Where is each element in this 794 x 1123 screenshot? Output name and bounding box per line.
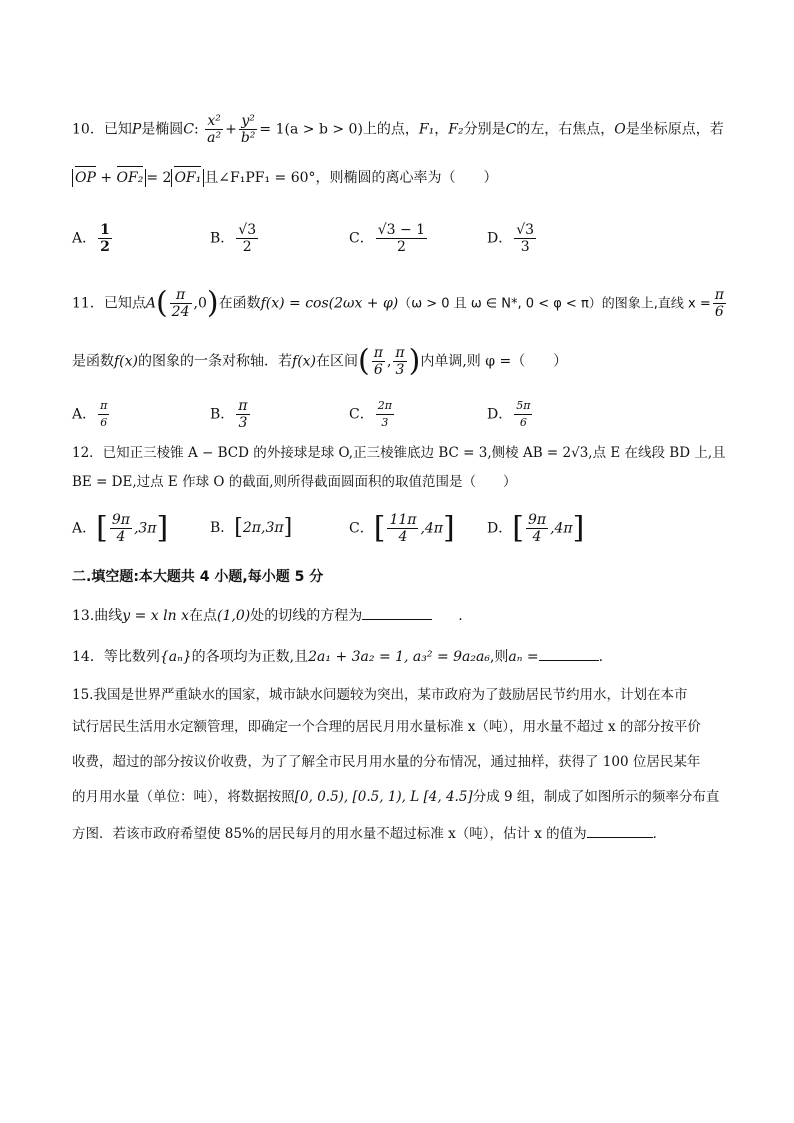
frac-x2-a2: $\frac{\text{x²}}{\text{a²}}$ (207, 113, 222, 146)
ellipse-condition: = 1(a > b > 0) (259, 121, 363, 138)
q11-option-c: C． $\frac{2\pi}{3}$ (349, 399, 392, 429)
q12-option-a: A．[ $\frac{9\pi}{4}$ ,3π] (72, 510, 169, 546)
q15-line2: 试行居民生活用水定额管理，即确定一个合理的居民月用水量标准 x（吨），用水量不超过 x 的部分按平价 (72, 719, 701, 735)
q12-line2: BE = DE,过点 E 作球 O 的截面,则所得截面圆面积的取值范围是（ ） (72, 474, 517, 490)
q12-option-c: C．[ $\frac{11\pi}{4}$ ,4π] (349, 510, 455, 546)
q10-number: 10．已知 (72, 121, 132, 138)
q14-answer-blank[interactable] (539, 646, 599, 661)
q13-answer-blank[interactable] (362, 605, 432, 620)
frac-y2-b2: $\frac{\text{y²}}{\text{b²}}$ (240, 113, 256, 146)
q11-option-d: D． $\frac{5\pi}{6}$ (487, 399, 531, 429)
q11-line1: 11．已知点A( $\frac{\pi}{24}$ ,0)在函数f(x) = cos(2ωx + φ)（ω > 0 且 ω ∈ N*, 0 < φ < π）的图象上,直线 x = $\frac{\pi}{6}$ (72, 285, 724, 321)
q10-line2: OP + OF₂ = 2 OF₁ 且∠F₁PF₁ = 60°，则椭圆的离心率为（ ） (72, 168, 732, 188)
function-expression: f(x) = cos(2ωx + φ) (260, 295, 399, 312)
q10-option-d: D． $\frac{√3}{3}$ (487, 222, 535, 255)
q15-line1: 15.我国是世界严重缺水的国家，城市缺水问题较为突出，某市政府为了鼓励居民节约用水，计划在本市 (72, 687, 688, 703)
q11-option-b: B． $\frac{\pi}{3}$ (210, 398, 248, 431)
q10-option-a: A． $\frac{1}{2}$ (72, 222, 110, 255)
q12-option-d: D．[ $\frac{9\pi}{4}$ ,4π] (487, 510, 585, 546)
vector-sum-abs: OP + OF₂ (72, 169, 146, 187)
q12-line1: 12．已知正三棱锥 A − BCD 的外接球是球 O,正三棱锥底边 BC = 3,侧棱 AB = 2√3,点 E 在线段 BD 上,且 (72, 445, 726, 461)
q15-line5: 方图．若该市政府希望使 85%的居民每月的用水量不超过标准 x（吨），估计 x 的值为 ． (72, 823, 732, 844)
section-heading-fill-in: 二.填空题:本大题共 4 小题,每小题 5 分 (72, 569, 324, 585)
q10-option-c: C． $\frac{√3 - 1}{2}$ (349, 222, 426, 255)
q15-line4: 的月用水量（单位：吨），将数据按照[0, 0.5), [0.5, 1), L [4, 4.5]分成 9 组，制成了如图所示的频率分布直 (72, 789, 720, 805)
q10-option-b: B． $\frac{√3}{2}$ (210, 222, 257, 255)
q12-option-b: B．[2π,3π] (210, 515, 293, 540)
q14-line: 14．等比数列{aₙ}的各项均为正数,且2a₁ + 3a₂ = 1, a₃² = 9a₂a₆,则aₙ = . (72, 646, 732, 667)
q15-answer-blank[interactable] (587, 823, 653, 838)
q11-option-a: A． $\frac{\pi}{6}$ (72, 399, 108, 429)
q10-line1: 10．已知P是椭圆C: $\frac{\text{x²}}{\text{a²}}$ + $\frac{\text{y²}}{\text{b²}}$ = 1(a > b > 0)上的点，F₁，F₂分别是C的左，右焦点，O是坐标原点，若 (72, 113, 724, 146)
q11-line2: 是函数f(x)的图象的一条对称轴．若f(x)在区间( $\frac{\pi}{6}$ , $\frac{\pi}{3}$ )内单调,则 φ =（ ） (72, 343, 568, 379)
q13-line: 13.曲线y = x ln x在点(1,0)处的切线的方程为 . (72, 605, 732, 626)
vector-of1-abs: OF₁ (171, 169, 204, 187)
q15-line3: 收费，超过的部分按议价收费，为了了解全市民月用水量的分布情况，通过抽样，获得了 100 位居民某年 (72, 754, 701, 770)
